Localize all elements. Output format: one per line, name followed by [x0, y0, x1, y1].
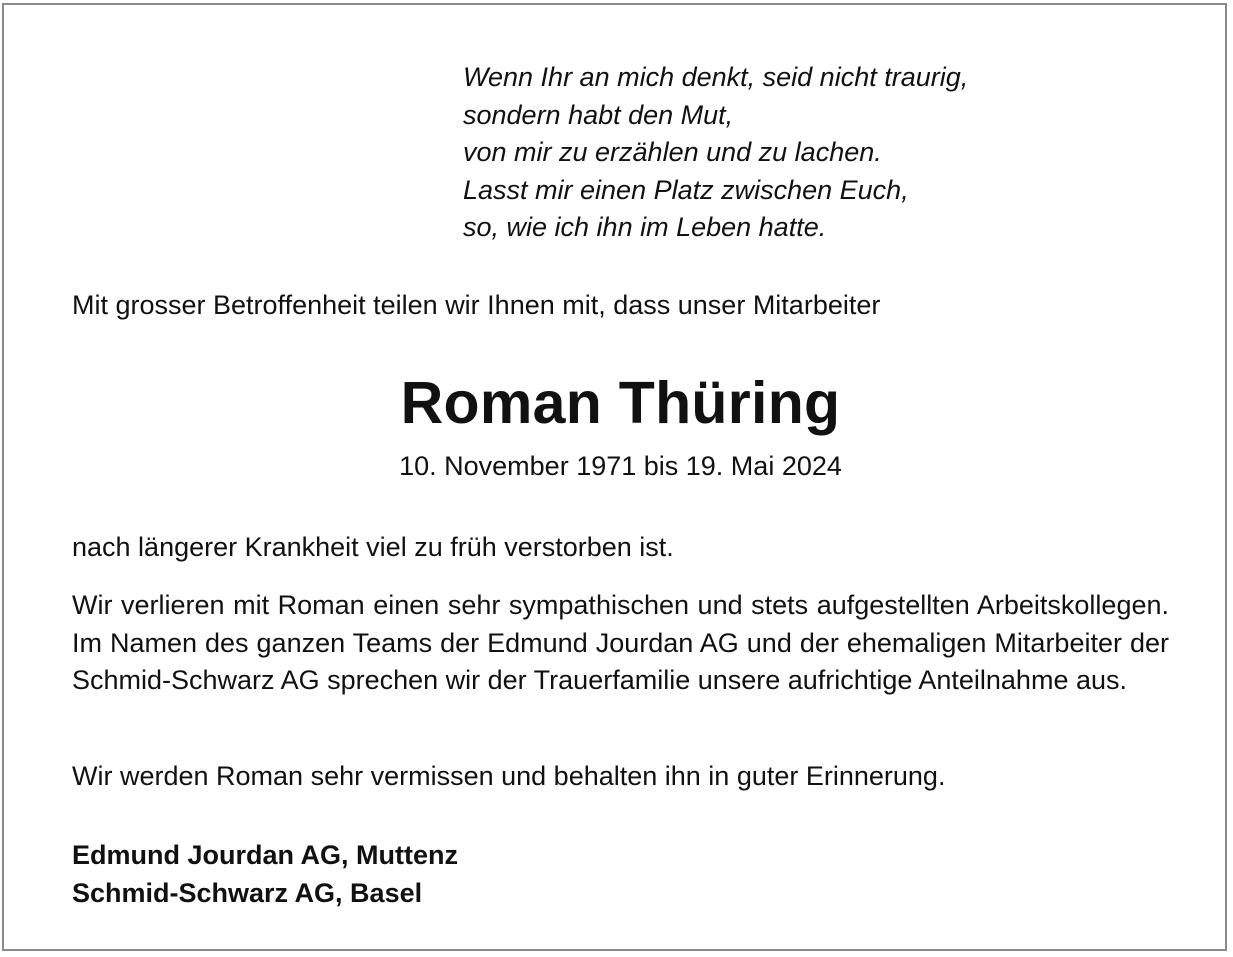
- remembrance-text: Wir werden Roman sehr vermissen und behalten ihn in guter Erinnerung.: [72, 761, 946, 791]
- obituary-notice: [2, 3, 1227, 951]
- poem-line: Lasst mir einen Platz zwischen Euch,: [463, 174, 909, 205]
- life-dates: 10. November 1971 bis 19. Mai 2024: [399, 451, 842, 481]
- signatory: Schmid-Schwarz AG, Basel: [72, 877, 423, 908]
- poem-line: von mir zu erzählen und zu lachen.: [463, 137, 882, 167]
- memorial-poem: [463, 59, 968, 247]
- condolence-paragraph: Wir verlieren mit Roman einen sehr sympathischen und stets aufgestellten Arbeitskollegen. Im Namen des ganzen Teams der Edmund Jourdan AG und der ehemaligen Mitarbeiter der Schmid-Schwarz AG sprechen wir der Trauerfamilie unsere aufrichtige Anteilnahme aus.: [72, 590, 1169, 695]
- poem-line: Wenn Ihr an mich denkt, seid nicht traurig,: [463, 62, 969, 92]
- deceased-name: Roman Thüring: [400, 370, 841, 436]
- signatories: [72, 837, 458, 912]
- poem-line: so, wie ich ihn im Leben hatte.: [463, 212, 827, 242]
- poem-line: sondern habt den Mut,: [463, 99, 734, 130]
- signatory: Edmund Jourdan AG, Muttenz: [72, 840, 458, 870]
- passing-text: nach längerer Krankheit viel zu früh verstorben ist.: [72, 532, 674, 562]
- intro-text: Mit grosser Betroffenheit teilen wir Ihnen mit, dass unser Mitarbeiter: [72, 290, 881, 320]
